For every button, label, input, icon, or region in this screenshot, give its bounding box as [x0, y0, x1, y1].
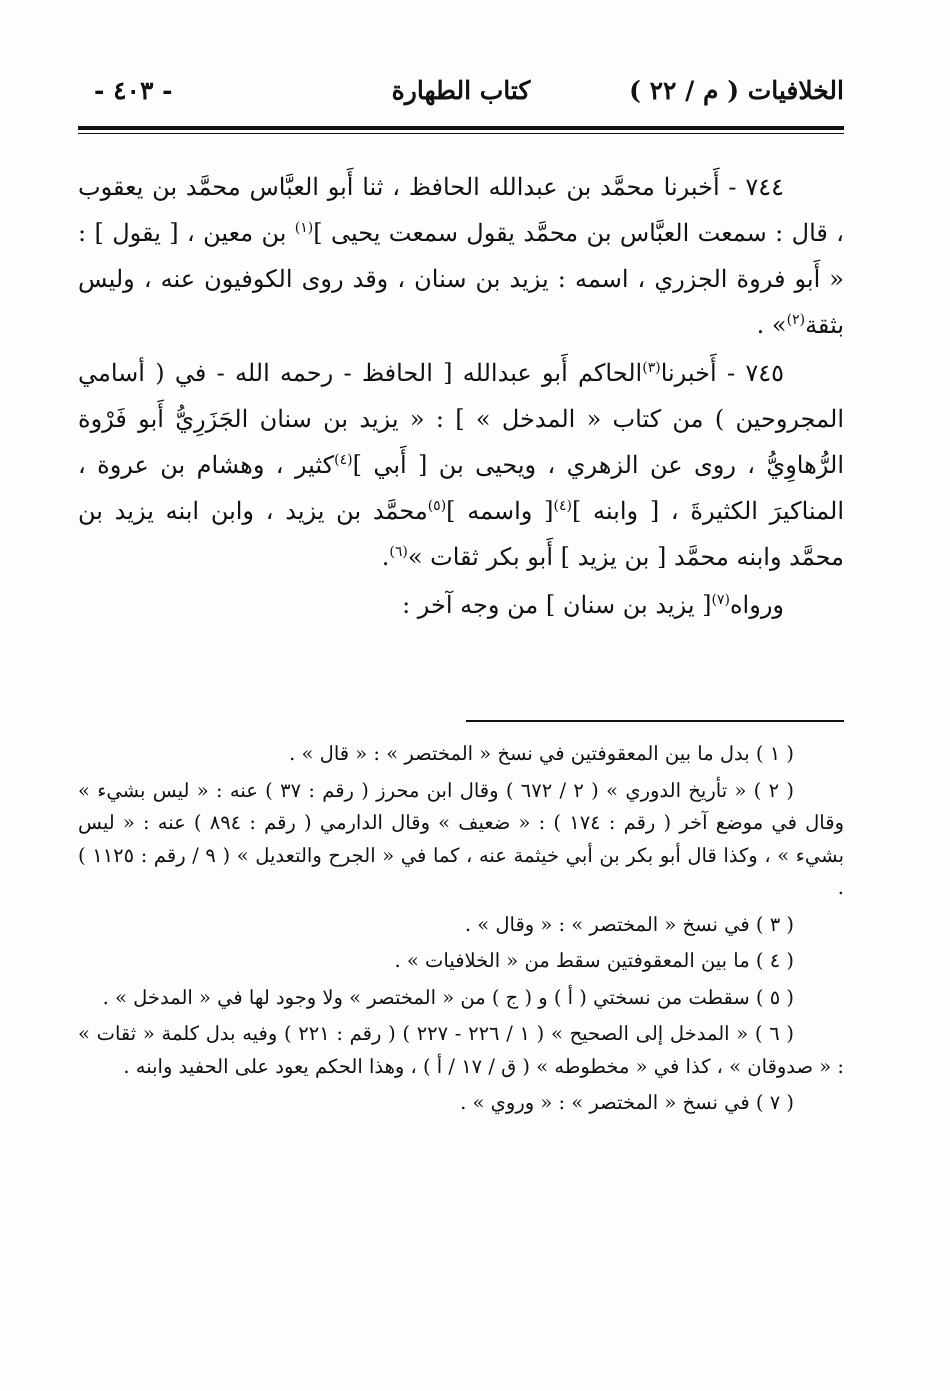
text-run: الحاكم أَبو عبدالله [ الحافظ - رحمه الله - في ( أسامي المجروحين ) من كتاب « المدخل » ] : « يزيد بن سنان الجَزَرِيُّ أَبو فَرْوة الرُّهاوِيُّ ، روى عن الزهري ، ويحيى بن [ أَبي ] — [78, 359, 844, 479]
header-chapter-title: كتاب الطهارة — [391, 76, 531, 105]
running-header — [78, 70, 844, 114]
paragraph-riwayah — [78, 582, 844, 628]
text-run: . — [381, 543, 390, 571]
footnote-ref: (٦) — [389, 544, 408, 560]
footnote-4: ( ٤ ) ما بين المعقوفتين سقط من « الخلافيات » . — [394, 949, 794, 972]
footnote-ref: (٤) — [334, 452, 353, 468]
footnote-ref: (٥) — [427, 498, 447, 514]
text-run: ورواه — [729, 591, 784, 619]
text-run: كثير ، وهشام بن عروة ، المناكيرَ الكثيرةَ ، [ وابنه ] — [78, 451, 844, 525]
main-text — [78, 164, 844, 630]
text-run: ٧٤٥ - أَخبرنا — [660, 359, 784, 387]
header-book-title: الخلافيات ( م / ٢٢ ) — [629, 76, 844, 105]
header-rule-thick — [78, 126, 844, 130]
footnote-ref: (٤) — [553, 498, 572, 514]
footnote-2: ( ٢ ) « تأريخ الدوري » ( ٢ / ٦٧٢ ) وقال ابن محرز ( رقم : ٣٧ ) عنه : « ليس بشيء » وقال في موضع آخر ( رقم : ١٧٤ ) : « ضعيف » وقال الدارمي ( رقم : ٨٩٤ ) عنه : « ليس بشيء » ، وكذا قال أبو بكر بن أبي خيثمة عنه ، كما في « الجرح والتعديل » ( ٩ / رقم : ١١٢٥ ) . — [78, 778, 845, 899]
text-run: ٧٤٤ - أَخبرنا محمَّد بن عبدالله الحافظ ، ثنا أَبو العبَّاس محمَّد بن يعقوب ، قال : سمعت العبَّاس بن محمَّد يقول سمعت يحيى ] — [78, 173, 844, 247]
footnote-ref: (١) — [294, 220, 314, 236]
book-page — [78, 70, 845, 1114]
text-run: » . — [756, 311, 787, 339]
footnote-1: ( ١ ) بدل ما بين المعقوفتين في نسخ « المختصر » : « قال » . — [289, 742, 794, 765]
text-run: [ يزيد بن سنان ] من وجه آخر : — [402, 591, 712, 619]
footnote-7: ( ٧ ) في نسخ « المختصر » : « وروي » . — [460, 1091, 794, 1114]
footnote-ref: (٢) — [786, 312, 806, 328]
footnote-3: ( ٣ ) في نسخ « المختصر » : « وقال » . — [464, 912, 794, 936]
footnote-6: ( ٦ ) « المدخل إلى الصحيح » ( ١ / ٢٢٦ - ٢٢٧ ) ( رقم : ٢٢١ ) وفيه بدل كلمة « ثقات » : « صدوقان » ، كذا في « مخطوطه » ( ق / ١٧ / أ ) ، وهذا الحكم يعود على الحفيد وابنه . — [78, 1022, 844, 1078]
page-number: - ٤٠٣ - — [94, 76, 173, 105]
footnote-separator — [466, 720, 844, 722]
text-run: بن معين ، [ يقول ] : « أَبو فروة الجزري ، اسمه : يزيد بن سنان ، وقد روى الكوفيون عنه ، وليس بثقة — [78, 219, 844, 339]
text-run: محمَّد بن يزيد ، وابن ابنه يزيد بن محمَّد وابنه محمَّد [ بن يزيد ] أَبو بكر ثقات » — [78, 497, 844, 571]
paragraph-745 — [78, 350, 844, 580]
footnote-5: ( ٥ ) سقطت من نسختي ( أ ) و ( ج ) من « المختصر » ولا وجود لها في « المدخل » . — [102, 985, 794, 1009]
footnote-ref: (٧) — [711, 592, 730, 608]
paragraph-744 — [78, 164, 844, 348]
footnote-ref: (٣) — [642, 360, 661, 376]
footnotes — [78, 738, 844, 1124]
text-run: [ واسمه ] — [446, 497, 554, 525]
header-rule-thin — [78, 133, 844, 134]
